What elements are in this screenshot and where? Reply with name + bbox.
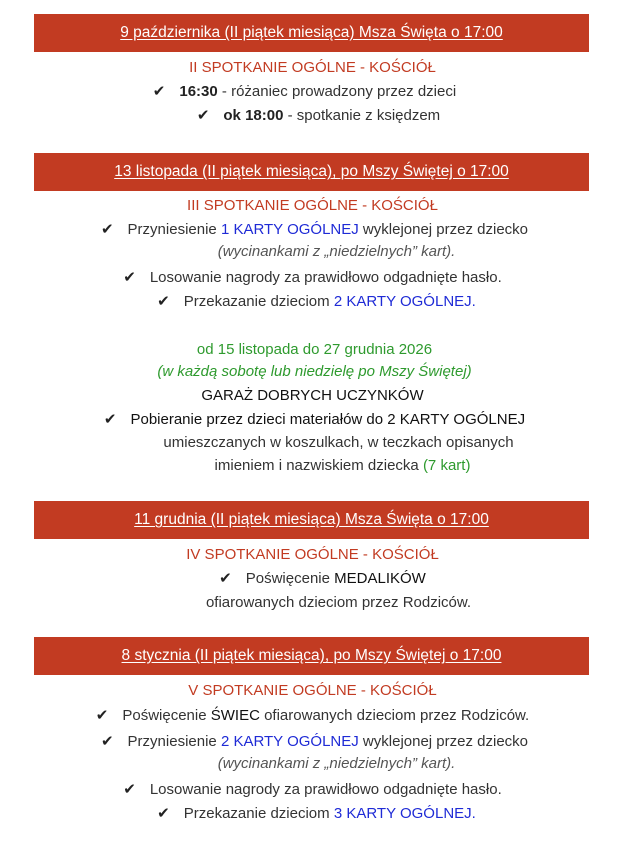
section-4-item-1: ✔ Poświęcenie MEDALIKÓW: [219, 570, 426, 587]
section-1-banner: [34, 14, 589, 52]
checkmark-icon: ✔: [123, 781, 136, 798]
section-4-banner-text: 11 grudnia (II piątek miesiąca) Msza Święta o 17:00: [134, 511, 489, 528]
checkmark-icon: ✔: [157, 805, 170, 822]
section-3-item-1: ✔ Pobieranie przez dzieci materiałów do 2 KARTY OGÓLNEJ: [103, 411, 526, 428]
section-3-item-1-line-2: umieszczanych w koszulkach, w teczkach opisanych: [163, 434, 514, 451]
section-2-item-2: ✔ Losowanie nagrody za prawidłowo odgadnięte hasło.: [123, 269, 502, 286]
checkmark-icon: ✔: [157, 293, 170, 310]
section-3-dates: od 15 listopada do 27 grudnia 2026: [196, 341, 433, 358]
section-5-banner-text: 8 stycznia (II piątek miesiąca), po Mszy Świętej o 17:00: [121, 647, 502, 664]
section-5-banner: [34, 637, 589, 675]
section-5-item-4: ✔ Przekazanie dzieciom 3 KARTY OGÓLNEJ.: [157, 805, 476, 822]
section-5-title: V SPOTKANIE OGÓLNE - KOŚCIÓŁ: [188, 682, 437, 699]
section-4-banner: [34, 501, 589, 539]
section-2-title: III SPOTKANIE OGÓLNE - KOŚCIÓŁ: [187, 197, 438, 214]
checkmark-icon: ✔: [196, 107, 210, 124]
section-5-item-2: ✔ Przyniesienie 2 KARTY OGÓLNEJ wyklejonej przez dziecko: [100, 733, 529, 750]
section-2-item-1: ✔ Przyniesienie 1 KARTY OGÓLNEJ wyklejonej przez dziecko: [100, 221, 529, 238]
checkmark-icon: ✔: [95, 707, 109, 724]
checkmark-icon: ✔: [152, 83, 166, 100]
section-2-banner-text: 13 listopada (II piątek miesiąca), po Mszy Świętej o 17:00: [114, 163, 509, 180]
section-5-item-2-note: (wycinankami z „niedzielnych” kart).: [217, 755, 456, 772]
checkmark-icon: ✔: [100, 221, 114, 238]
section-1-item-1: ✔ 16:30 - różaniec prowadzony przez dzieci: [152, 83, 457, 100]
section-2-item-1-note: (wycinankami z „niedzielnych” kart).: [217, 243, 456, 260]
section-1-banner-text: 9 października (II piątek miesiąca) Msza Święta o 17:00: [120, 24, 503, 41]
section-4-item-1-line-2: ofiarowanych dzieciom przez Rodziców.: [205, 594, 472, 611]
section-4-title: IV SPOTKANIE OGÓLNE - KOŚCIÓŁ: [186, 546, 439, 563]
section-1-title: II SPOTKANIE OGÓLNE - KOŚCIÓŁ: [189, 59, 436, 76]
checkmark-icon: ✔: [103, 411, 117, 428]
section-5-item-3: ✔ Losowanie nagrody za prawidłowo odgadnięte hasło.: [123, 781, 502, 798]
section-3-note: (w każdą sobotę lub niedzielę po Mszy Świętej): [157, 363, 472, 380]
checkmark-icon: ✔: [219, 570, 232, 587]
section-2-item-3: ✔ Przekazanie dzieciom 2 KARTY OGÓLNEJ.: [157, 293, 476, 310]
section-5-item-1: ✔ Poświęcenie ŚWIEC ofiarowanych dzieciom przez Rodziców.: [95, 707, 530, 724]
section-1-item-2: ✔ ok 18:00 - spotkanie z księdzem: [196, 107, 441, 124]
checkmark-icon: ✔: [123, 269, 136, 286]
section-3-title: GARAŻ DOBRYCH UCZYNKÓW: [201, 387, 424, 404]
section-2-banner: [34, 153, 589, 191]
checkmark-icon: ✔: [100, 733, 114, 750]
section-3-item-1-line-3: imieniem i nazwiskiem dziecka (7 kart): [214, 457, 471, 474]
